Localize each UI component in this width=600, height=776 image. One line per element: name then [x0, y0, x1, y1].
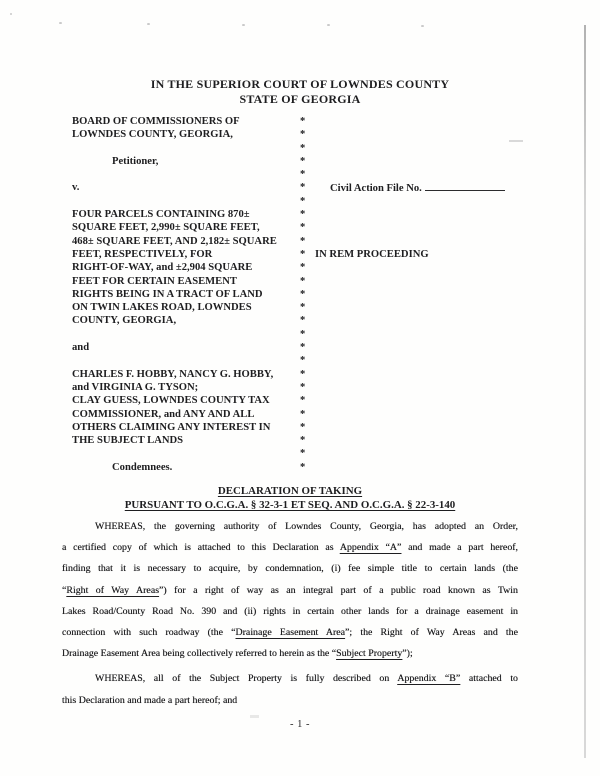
caption-row	[72, 221, 518, 234]
scan-speck	[327, 24, 330, 26]
caption-row	[72, 235, 518, 248]
caption-asterisk: *	[300, 381, 306, 393]
text-run: a certified copy of which is attached to this Declaration as	[62, 542, 340, 554]
caption-asterisk: *	[300, 395, 306, 407]
caption-left-text: LOWNDES COUNTY, GEORGIA,	[72, 129, 233, 141]
text-run: Lakes Road/County Road No. 390 and (ii) rights in certain other lands for a drainage easement in	[62, 605, 518, 617]
document-title-line2: PURSUANT TO O.C.G.A. § 32-3-1 ET SEQ. AND O.C.G.A. § 22-3-140	[124, 498, 456, 511]
caption-asterisk: *	[300, 169, 306, 181]
caption-left-text: RIGHT-OF-WAY, and ±2,904 SQUARE	[72, 262, 253, 274]
caption-asterisk: *	[300, 408, 306, 420]
text-run: ”);	[402, 648, 413, 660]
caption-asterisk: *	[300, 129, 306, 141]
caption-asterisk: *	[300, 235, 306, 247]
caption-asterisk: *	[300, 116, 306, 127]
caption-asterisk: *	[300, 328, 306, 340]
scan-speck	[147, 23, 150, 25]
caption-row	[72, 447, 518, 460]
caption-row	[72, 461, 518, 474]
caption-row	[72, 301, 518, 314]
body-line	[62, 668, 518, 689]
court-header-line1: IN THE SUPERIOR COURT OF LOWNDES COUNTY	[150, 77, 450, 91]
scan-speck	[242, 24, 245, 26]
body-line	[62, 643, 518, 664]
scan-edge-line-artifact	[584, 25, 586, 758]
text-run: this Declaration and made a part hereof; and	[62, 694, 238, 706]
body-line	[62, 537, 518, 558]
caption-left-text: and	[72, 342, 90, 354]
caption-left-text: Petitioner,	[112, 155, 159, 167]
caption-left-text: FOUR PARCELS CONTAINING 870±	[72, 209, 250, 221]
text-run: ”; the Right of Way Areas and the	[345, 627, 518, 639]
caption-asterisk: *	[300, 262, 306, 274]
court-header-line2: STATE OF GEORGIA	[239, 91, 361, 106]
caption-left-text: OTHERS CLAIMING ANY INTEREST IN	[72, 421, 271, 433]
caption-row	[72, 314, 518, 327]
caption-asterisk: *	[300, 302, 306, 314]
caption-row	[72, 261, 518, 274]
caption-row	[72, 354, 518, 367]
document-title	[62, 485, 518, 513]
caption-left-text: ON TWIN LAKES ROAD, LOWNDES	[72, 302, 252, 314]
caption-asterisk: *	[300, 448, 306, 460]
text-run: WHEREAS, the governing authority of Lowndes County, Georgia, has adopted an Order,	[95, 521, 518, 532]
caption-asterisk: *	[300, 288, 306, 300]
text-run: WHEREAS, all of the Subject Property is fully described on	[95, 673, 398, 685]
caption-right-text: IN REM PROCEEDING	[315, 248, 429, 260]
caption-left-text: RIGHTS BEING IN A TRACT OF LAND	[72, 288, 263, 300]
caption-asterisk: *	[300, 222, 306, 234]
caption-row	[72, 275, 518, 288]
caption-asterisk: *	[300, 342, 306, 354]
caption-row	[72, 288, 518, 301]
caption-row	[72, 341, 518, 354]
caption-asterisk: *	[300, 435, 306, 447]
caption-left-text: FEET FOR CERTAIN EASEMENT	[72, 275, 237, 287]
caption-row	[72, 208, 518, 221]
caption-left-text: 468± SQUARE FEET, AND 2,182± SQUARE	[72, 235, 277, 247]
paragraph	[62, 668, 518, 710]
caption-asterisk: *	[300, 275, 306, 287]
caption-row	[72, 434, 518, 447]
caption-asterisk: *	[300, 209, 306, 221]
caption-asterisk: *	[300, 461, 306, 473]
caption-left-text: v.	[72, 182, 80, 194]
caption-row	[72, 248, 518, 261]
body-line	[62, 622, 518, 643]
caption-left-text: FEET, RESPECTIVELY, FOR	[72, 248, 213, 260]
caption-asterisk: *	[300, 195, 306, 207]
caption-asterisk: *	[300, 355, 306, 367]
scan-speck	[59, 22, 62, 24]
body-paragraphs	[62, 516, 518, 711]
caption-left-text: CLAY GUESS, LOWNDES COUNTY TAX	[72, 395, 270, 407]
caption-asterisk: *	[300, 248, 306, 260]
civil-action-file-number-blank	[425, 181, 505, 191]
caption-row	[72, 142, 518, 155]
text-run: connection with such roadway (the “	[62, 627, 236, 639]
caption-left-text: COUNTY, GEORGIA,	[72, 315, 177, 327]
body-line	[62, 580, 518, 601]
caption-right-text: Civil Action File No.	[330, 181, 505, 195]
text-run: ”) for a right of way as an integral part of a public road known as Twin	[159, 584, 518, 596]
caption-asterisk: *	[300, 142, 306, 154]
text-run-underlined: Appendix “B”	[397, 673, 461, 685]
caption-left-text: COMMISSIONER, and ANY AND ALL	[72, 408, 255, 420]
caption-row	[72, 381, 518, 394]
caption-left-text: SQUARE FEET, 2,990± SQUARE FEET,	[72, 222, 260, 234]
text-run-underlined: Appendix “A”	[339, 542, 402, 554]
scan-smudge	[250, 715, 259, 718]
caption-asterisk: *	[300, 155, 306, 167]
caption-asterisk: *	[300, 421, 306, 433]
text-run-underlined: Subject Property	[336, 648, 403, 660]
caption-row	[72, 168, 518, 181]
text-run-underlined: Drainage Easement Area	[235, 627, 346, 639]
text-run: finding that it is necessary to acquire, by condemnation, (i) fee simple title to certain lands (the	[62, 563, 518, 575]
caption-asterisk: *	[300, 368, 306, 380]
text-run: attached to	[460, 673, 518, 685]
caption-left-text: BOARD OF COMMISSIONERS OF	[72, 116, 240, 127]
caption-row	[72, 155, 518, 168]
caption-left-text: THE SUBJECT LANDS	[72, 435, 184, 447]
page-number: - 1 -	[290, 719, 310, 730]
text-run: Drainage Easement Area being collectively referred to herein as the “	[62, 648, 337, 660]
scan-speck	[421, 25, 424, 27]
scan-speck	[10, 13, 12, 15]
caption-left-text: Condemnees.	[112, 461, 173, 473]
caption-row	[72, 408, 518, 421]
caption-row	[72, 181, 518, 194]
caption-left-text: and VIRGINIA G. TYSON;	[72, 381, 199, 393]
document-title-line1: DECLARATION OF TAKING	[217, 485, 363, 497]
body-line	[62, 601, 518, 622]
caption-row	[72, 195, 518, 208]
caption-left-text: CHARLES F. HOBBY, NANCY G. HOBBY,	[72, 368, 274, 380]
paragraph	[62, 516, 518, 664]
body-line	[62, 690, 518, 711]
body-line	[62, 516, 518, 537]
text-run-underlined: Right of Way Areas	[66, 584, 160, 596]
text-run: and made a part hereof,	[401, 542, 519, 554]
caption-row	[72, 368, 518, 381]
caption-row	[72, 115, 518, 128]
court-header	[0, 77, 600, 106]
caption-row	[72, 328, 518, 341]
caption-asterisk: *	[300, 182, 306, 194]
text-run: “	[62, 584, 67, 596]
caption-row	[72, 128, 518, 141]
caption-row	[72, 394, 518, 407]
caption-row	[72, 421, 518, 434]
body-line	[62, 558, 518, 579]
case-caption	[72, 115, 518, 474]
caption-asterisk: *	[300, 315, 306, 327]
